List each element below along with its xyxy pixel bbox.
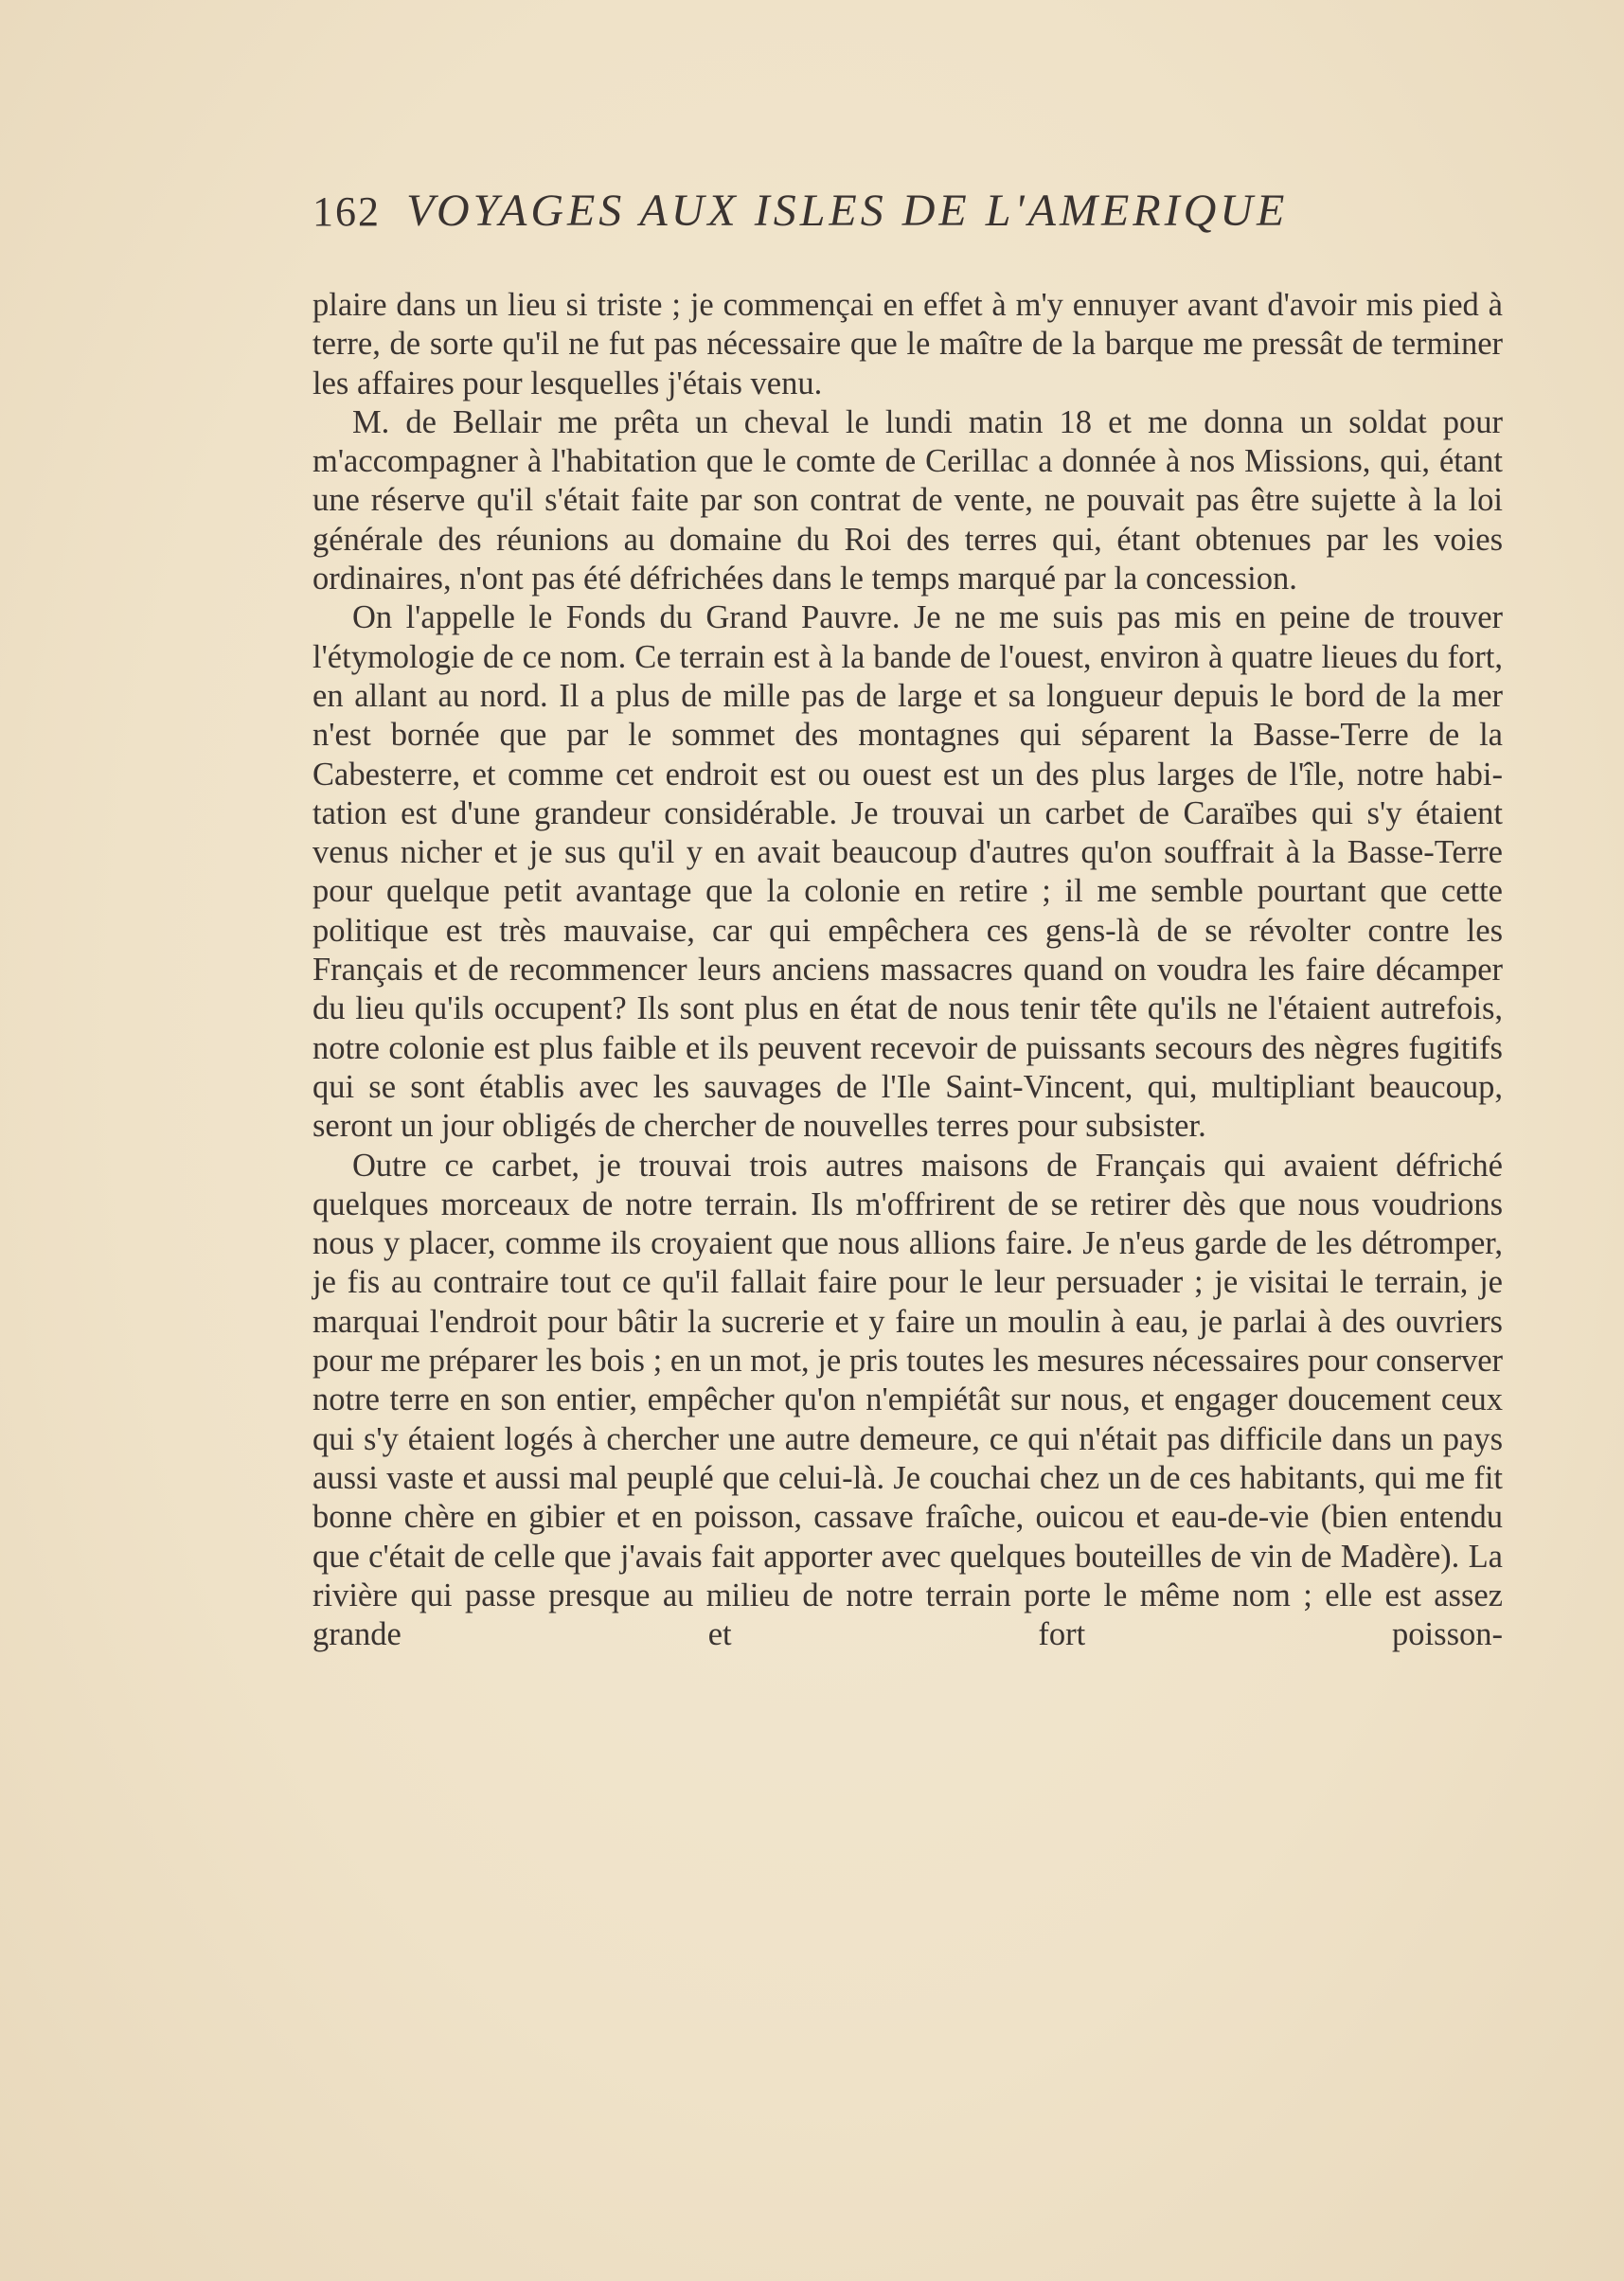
paragraph: On l'appelle le Fonds du Grand Pauvre. Je ne me suis pas mis en peine de trouver l'étymologie de ce nom. Ce terrain est à la bande de l'ouest, environ à quatre lieues du fort, en allant au nord. Il a plus de mille pas de large et sa longueur depuis le bord de la mer n'est bornée que par le sommet des montagnes qui séparent la Basse-Terre de la Cabesterre, et comme cet endroit est ou ouest est un des plus larges de l'île, notre habitation est d'une grandeur considérable. Je trouvai un carbet de Caraïbes qui s'y étaient venus nicher et je sus qu'il y en avait beaucoup d'autres qu'on souffrait à la Basse-Terre pour quelque petit avantage que la colonie en retire ; il me semble pourtant que cette politique est très mauvaise, car qui empêchera ces gens-là de se révolter contre les Français et de recommencer leurs anciens massacres quand on voudra les faire décamper du lieu qu'ils occupent? Ils sont plus en état de nous tenir tête qu'ils ne l'étaient autrefois, notre colonie est plus faible et ils peuvent recevoir de puissants secours des nègres fugitifs qui se sont établis avec les sauvages de l'Ile Saint-Vincent, qui, multipliant beaucoup, seront un jour obligés de chercher de nouvelles terres pour subsister. bbox=[312, 599, 1503, 1145]
running-title: VOYAGES AUX ISLES DE L'AMERIQUE bbox=[406, 186, 1289, 236]
paragraph: plaire dans un lieu si triste ; je commençai en effet à m'y ennuyer avant d'avoir mis pied à terre, de sorte qu'il ne fut pas nécessaire que le maître de la barque me pressât de terminer les affaires pour lesquelles j'étais venu. bbox=[312, 287, 1503, 401]
page-header bbox=[312, 185, 1496, 237]
body-text bbox=[312, 286, 1503, 1654]
paragraph: M. de Bellair me prêta un cheval le lundi matin 18 et me donna un soldat pour m'accompagner à l'habitation que le comte de Cerillac a donnée à nos Missions, qui, étant une réserve qu'il s'était faite par son contrat de vente, ne pouvait pas être sujette à la loi générale des réunions au domaine du Roi des terres qui, étant obtenues par les voies ordinaires, n'ont pas été défrichées dans le temps marqué par la concession. bbox=[312, 403, 1503, 597]
paragraph: Outre ce carbet, je trouvai trois autres maisons de Français qui avaient défriché quelques morceaux de notre terrain. Ils m'offrirent de se retirer dès que nous voudrions nous y placer, comme ils croyaient que nous allions faire. Je n'eus garde de les détromper, je fis au contraire tout ce qu'il fallait faire pour le leur persuader ; je visitai le terrain, je marquai l'endroit pour bâtir la sucrerie et y faire un moulin à eau, je parlai à des ouvriers pour me préparer les bois ; en un mot, je pris toutes les mesures nécessaires pour conserver notre terre en son entier, empêcher qu'on n'empiétât sur nous, et engager doucement ceux qui s'y étaient logés à chercher une autre demeure, ce qui n'était pas difficile dans un pays aussi vaste et aussi mal peuplé que celui-là. Je couchai chez un de ces habitants, qui me fit bonne chère en gibier et en poisson, cassave fraîche, ouicou et eau-de-vie (bien entendu que c'était de celle que j'avais fait apporter avec quelques bouteilles de vin de Madère). La rivière qui passe presque au milieu de notre terrain porte le même nom ; elle est assez grande et fort poisson- bbox=[312, 1147, 1503, 1653]
page-number: 162 bbox=[312, 188, 381, 235]
